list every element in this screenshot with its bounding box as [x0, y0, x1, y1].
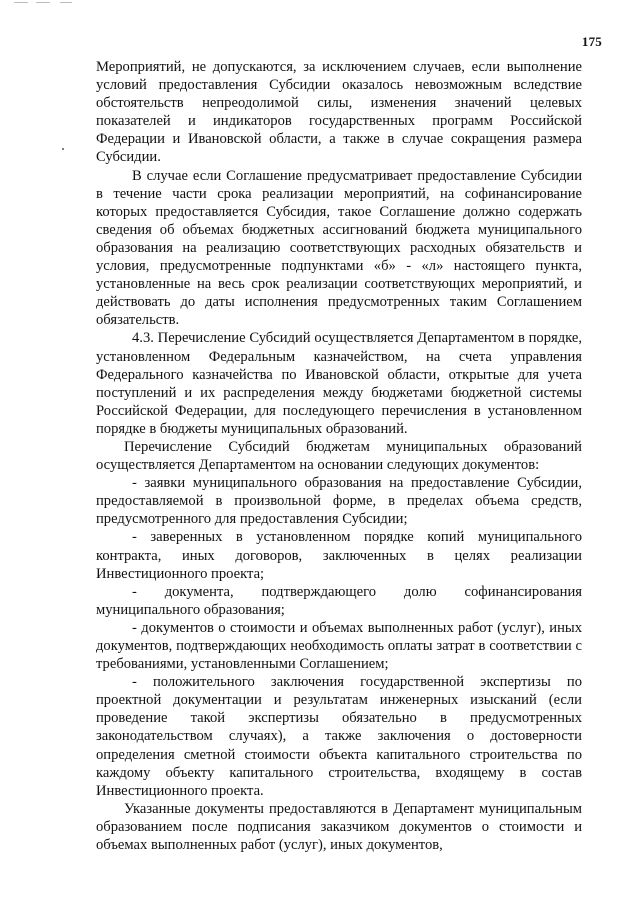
paragraph-perechislenie: Перечисление Субсидий бюджетам муниципальных образований осуществляется Департаментом на основании следующих документов:: [96, 438, 582, 474]
list-item-zayavka: - заявки муниципального образования на предоставление Субсидии, предоставляемой в произвольной форме, в пределах объема средств, предусмотренного для предоставления Субсидии;: [96, 475, 582, 528]
paragraph-ukazannye: Указанные документы предоставляются в Департамент муниципальным образованием после подписания заказчиком документов о стоимости и объемах выполненных работ (услуг), иных документов,: [96, 800, 582, 854]
list-item-kopii: - заверенных в установленном порядке копий муниципального контракта, иных договоров, заключенных в целях реализации Инвестиционного проекта;: [96, 529, 582, 582]
list-item-dolya: - документа, подтверждающего долю софинансирования муниципального образования;: [96, 583, 582, 618]
scan-margin-mark: [62, 148, 64, 150]
document-body: [96, 58, 582, 854]
page-number: 175: [581, 34, 602, 49]
list-item-stoimost: - документов о стоимости и объемах выполненных работ (услуг), иных документов, подтверждающих необходимость оплаты затрат в соответствии с требованиями, установленными Соглашением;: [96, 619, 582, 673]
paragraph-soglashenie: В случае если Соглашение предусматривает предоставление Субсидии в течение части срока реализации мероприятий, на софинансирование которых предоставляется Субсидия, такое Соглашение должно содержать сведения об объемах бюджетных ассигнований бюджета муниципального образования на реализацию соответствующих расходных обязательств и условия, предусмотренные подпунктами «б» - «л» настоящего пункта, установленные на весь срок реализации соответствующих мероприятий, и действовать до даты исполнения предусмотренных таким Соглашением обязательств.: [96, 167, 582, 329]
list-item-ekspertiza: - положительного заключения государственной экспертизы по проектной документации и результатам инженерных изысканий (если проведение такой экспертизы обязательно в предусмотренных законодательством случаях), а также заключения о достоверности определения сметной стоимости объекта капитального строительства по каждому объекту капитального строительства, входящему в состав Инвестиционного проекта.: [96, 674, 582, 799]
scan-corner-marks: [14, 0, 74, 8]
paragraph-continuation: Мероприятий, не допускаются, за исключением случаев, если выполнение условий предоставления Субсидии оказалось невозможным вследствие обстоятельств непреодолимой силы, изменения значений целевых показателей и индикаторов государственных программ Российской Федерации и Ивановской области, а также в случае сокращения размера Субсидии.: [96, 59, 582, 166]
paragraph-4-3: 4.3. Перечисление Субсидий осуществляется Департаментом в порядке, установленном Федеральным казначейством, на счета управления Федерального казначейства по Ивановской области, открытые для учета поступлений и их распределения между бюджетами бюджетной системы Российской Федерации, для последующего перечисления в установленном порядке в бюджеты муниципальных образований.: [96, 330, 582, 437]
